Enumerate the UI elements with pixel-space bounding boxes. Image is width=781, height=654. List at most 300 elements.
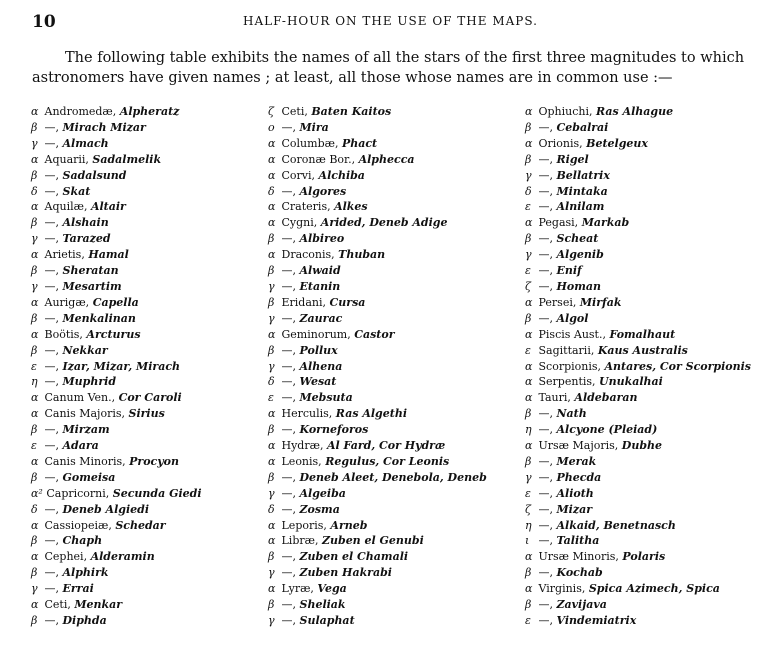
star-entry xyxy=(268,263,518,279)
page-number: 10 xyxy=(32,12,56,32)
greek-letter: β xyxy=(525,598,532,612)
greek-letter: α xyxy=(268,327,276,341)
greek-letter: α xyxy=(525,550,533,564)
constellation-name: —, xyxy=(44,423,59,437)
constellation-name: —, xyxy=(281,120,296,134)
greek-letter: γ xyxy=(268,566,275,580)
constellation-name: Canis Minoris, xyxy=(44,454,126,468)
constellation-name: Pegasi, xyxy=(538,216,579,230)
star-name: Algeiba xyxy=(299,486,346,500)
star-name: Merak xyxy=(556,454,597,468)
constellation-name: Boötis, xyxy=(44,327,83,341)
constellation-name: —, xyxy=(281,279,296,293)
star-entry xyxy=(31,152,261,168)
constellation-name: —, xyxy=(281,486,296,500)
greek-letter: α xyxy=(525,216,533,230)
constellation-name: —, xyxy=(281,343,296,357)
constellation-name: —, xyxy=(281,184,296,198)
star-entry xyxy=(31,120,261,136)
greek-letter: β xyxy=(31,311,38,325)
greek-letter: δ xyxy=(268,184,275,198)
star-name: Hamal xyxy=(88,248,129,262)
star-name: Sulaphat xyxy=(299,614,355,627)
star-name: Zuben el Genubi xyxy=(321,534,424,548)
star-name: Sadalsund xyxy=(62,168,127,182)
intro-paragraph xyxy=(32,48,751,88)
star-name: Algores xyxy=(299,184,347,198)
star-entry xyxy=(31,565,261,581)
star-entry xyxy=(525,120,775,136)
greek-letter: β xyxy=(525,454,532,468)
star-entry xyxy=(268,390,518,406)
star-entry xyxy=(525,374,775,390)
intro-text: The following table exhibits the names of all the stars of the first three magnitudes to which astronomers have given names ; at least, all those whose names are in common use :— xyxy=(32,50,745,86)
star-entry xyxy=(525,486,775,502)
star-entry xyxy=(268,613,518,629)
star-name: Thuban xyxy=(338,248,386,262)
constellation-name: —, xyxy=(281,470,296,484)
star-entry xyxy=(268,406,518,422)
greek-letter: ε xyxy=(31,359,37,373)
star-entry xyxy=(31,533,261,549)
constellation-name: —, xyxy=(538,264,553,278)
greek-letter: ε xyxy=(525,486,531,500)
star-entry xyxy=(268,374,518,390)
star-name: Scheat xyxy=(556,232,599,246)
star-name: Albireo xyxy=(299,232,345,246)
star-column-2 xyxy=(268,104,518,629)
star-entry xyxy=(525,470,775,486)
star-entry xyxy=(525,343,775,359)
greek-letter: α xyxy=(268,168,276,182)
greek-letter: γ xyxy=(268,279,275,293)
greek-letter: β xyxy=(525,407,532,421)
star-column-1 xyxy=(31,104,261,629)
star-entry xyxy=(31,311,261,327)
star-name: Mebsuta xyxy=(299,391,353,405)
star-entry xyxy=(31,470,261,486)
greek-letter: γ xyxy=(268,486,275,500)
greek-letter: β xyxy=(525,152,532,166)
constellation-name: —, xyxy=(44,582,59,596)
greek-letter: ε xyxy=(525,614,531,627)
star-entry xyxy=(31,406,261,422)
greek-letter: β xyxy=(268,423,275,437)
constellation-name: Leonis, xyxy=(281,454,322,468)
star-name: Phact xyxy=(341,136,378,150)
star-entry xyxy=(525,152,775,168)
star-name: Sheratan xyxy=(62,264,119,278)
constellation-name: —, xyxy=(44,614,59,627)
star-entry xyxy=(525,247,775,263)
greek-letter: γ xyxy=(268,359,275,373)
star-entry xyxy=(525,231,775,247)
star-name: Skat xyxy=(62,184,91,198)
constellation-name: —, xyxy=(281,566,296,580)
greek-letter: γ xyxy=(268,614,275,627)
greek-letter: γ xyxy=(525,248,532,262)
star-name: Mesartim xyxy=(62,279,122,293)
star-name: Unukalhai xyxy=(599,375,663,389)
greek-letter: β xyxy=(31,423,38,437)
constellation-name: Arietis, xyxy=(44,248,85,262)
star-name: Wesat xyxy=(299,375,337,389)
greek-letter: γ xyxy=(31,232,38,246)
constellation-name: —, xyxy=(44,136,59,150)
star-entry xyxy=(31,168,261,184)
star-name: Homan xyxy=(556,279,601,293)
greek-letter: β xyxy=(31,566,38,580)
constellation-name: Canum Ven., xyxy=(44,391,116,405)
star-entry xyxy=(525,263,775,279)
star-name: Vega xyxy=(317,582,347,596)
star-entry xyxy=(31,215,261,231)
star-name: Mizar xyxy=(556,502,593,516)
greek-letter: α xyxy=(268,582,276,596)
star-entry xyxy=(31,597,261,613)
star-name: Zuben el Chamali xyxy=(299,550,409,564)
star-entry xyxy=(268,438,518,454)
greek-letter: α xyxy=(268,152,276,166)
constellation-name: —, xyxy=(44,343,59,357)
constellation-name: —, xyxy=(44,439,59,453)
greek-letter: α xyxy=(31,152,39,166)
star-entry xyxy=(31,549,261,565)
star-name: Alhena xyxy=(299,359,343,373)
constellation-name: Ophiuchi, xyxy=(538,105,593,118)
star-entry xyxy=(525,533,775,549)
constellation-name: Serpentis, xyxy=(538,375,596,389)
star-entry xyxy=(268,231,518,247)
greek-letter: α xyxy=(31,518,39,532)
star-name: Arided, Deneb Adige xyxy=(320,216,448,230)
star-entry xyxy=(31,438,261,454)
star-entry xyxy=(268,327,518,343)
star-entry xyxy=(268,470,518,486)
star-entry xyxy=(31,263,261,279)
star-name: Mirfak xyxy=(579,295,622,309)
greek-letter: α xyxy=(525,439,533,453)
star-entry xyxy=(268,565,518,581)
constellation-name: —, xyxy=(538,423,553,437)
star-name: Antares, Cor Scorpionis xyxy=(604,359,751,373)
constellation-name: —, xyxy=(44,264,59,278)
greek-letter: ε xyxy=(525,200,531,214)
constellation-name: —, xyxy=(281,502,296,516)
star-entry xyxy=(525,422,775,438)
constellation-name: Leporis, xyxy=(281,518,327,532)
constellation-name: —, xyxy=(538,566,553,580)
greek-letter: α xyxy=(31,407,39,421)
constellation-name: —, xyxy=(538,614,553,627)
constellation-name: —, xyxy=(538,470,553,484)
star-entry xyxy=(268,199,518,215)
constellation-name: Geminorum, xyxy=(281,327,351,341)
constellation-name: Ursæ Minoris, xyxy=(538,550,619,564)
star-entry xyxy=(525,438,775,454)
star-name: Sheliak xyxy=(299,598,346,612)
star-name: Phecda xyxy=(556,470,602,484)
greek-letter: α xyxy=(525,391,533,405)
star-entry xyxy=(525,359,775,375)
greek-letter: α xyxy=(525,105,533,118)
greek-letter: β xyxy=(268,232,275,246)
greek-letter: α xyxy=(525,375,533,389)
greek-letter: γ xyxy=(31,136,38,150)
constellation-name: Scorpionis, xyxy=(538,359,602,373)
constellation-name: —, xyxy=(281,391,296,405)
star-entry xyxy=(31,136,261,152)
constellation-name: Hydræ, xyxy=(281,439,324,453)
greek-letter: α xyxy=(31,248,39,262)
star-name: Zuben Hakrabi xyxy=(299,566,392,580)
star-entry xyxy=(31,295,261,311)
star-column-3 xyxy=(525,104,775,629)
star-entry xyxy=(31,231,261,247)
star-entry xyxy=(525,406,775,422)
star-entry xyxy=(31,104,261,120)
greek-letter: β xyxy=(31,120,38,134)
greek-letter: β xyxy=(31,470,38,484)
greek-letter: ζ xyxy=(525,502,531,516)
constellation-name: Cephei, xyxy=(44,550,88,564)
star-entry xyxy=(31,327,261,343)
star-name: Nekkar xyxy=(62,343,108,357)
star-entry xyxy=(31,486,261,502)
star-name: Al Fard, Cor Hydræ xyxy=(326,439,446,453)
star-entry xyxy=(31,581,261,597)
constellation-name: Aquarii, xyxy=(44,152,89,166)
greek-letter: α xyxy=(268,136,276,150)
star-name: Mirach Mizar xyxy=(62,120,146,134)
star-name: Secunda Giedi xyxy=(112,486,202,500)
star-entry xyxy=(525,215,775,231)
star-entry xyxy=(268,184,518,200)
star-entry xyxy=(525,295,775,311)
constellation-name: Ursæ Majoris, xyxy=(538,439,619,453)
constellation-name: —, xyxy=(281,375,296,389)
constellation-name: —, xyxy=(538,502,553,516)
greek-letter: α xyxy=(268,407,276,421)
greek-letter: α² xyxy=(31,486,43,500)
constellation-name: —, xyxy=(44,232,59,246)
star-name: Cor Caroli xyxy=(118,391,182,405)
constellation-name: Ceti, xyxy=(281,105,308,118)
constellation-name: Coronæ Bor., xyxy=(281,152,356,166)
greek-letter: η xyxy=(525,423,532,437)
greek-letter: α xyxy=(268,248,276,262)
star-name: Mintaka xyxy=(556,184,608,198)
greek-letter: δ xyxy=(31,502,38,516)
star-entry xyxy=(268,168,518,184)
star-entry xyxy=(268,359,518,375)
star-name: Spica Azimech, Spica xyxy=(588,582,720,596)
constellation-name: —, xyxy=(538,311,553,325)
star-entry xyxy=(525,104,775,120)
greek-letter: β xyxy=(31,264,38,278)
star-entry xyxy=(268,422,518,438)
star-entry xyxy=(525,565,775,581)
star-entry xyxy=(268,120,518,136)
star-name: Castor xyxy=(354,327,395,341)
greek-letter: α xyxy=(268,534,276,548)
constellation-name: Draconis, xyxy=(281,248,335,262)
star-entry xyxy=(525,518,775,534)
star-entry xyxy=(268,247,518,263)
greek-letter: α xyxy=(525,136,533,150)
constellation-name: —, xyxy=(538,168,553,182)
constellation-name: —, xyxy=(281,598,296,612)
star-name: Menkar xyxy=(74,598,123,612)
constellation-name: —, xyxy=(281,264,296,278)
star-entry xyxy=(31,422,261,438)
star-name: Mira xyxy=(299,120,329,134)
constellation-name: —, xyxy=(44,359,59,373)
greek-letter: η xyxy=(525,518,532,532)
star-entry xyxy=(268,549,518,565)
greek-letter: β xyxy=(525,232,532,246)
star-name: Alkes xyxy=(334,200,368,214)
greek-letter: ι xyxy=(525,534,530,548)
star-entry xyxy=(31,279,261,295)
star-entry xyxy=(268,502,518,518)
constellation-name: —, xyxy=(538,279,553,293)
star-entry xyxy=(525,390,775,406)
constellation-name: Aurigæ, xyxy=(44,295,90,309)
constellation-name: —, xyxy=(44,470,59,484)
star-name: Almach xyxy=(62,136,109,150)
star-name: Zaurac xyxy=(299,311,343,325)
constellation-name: —, xyxy=(538,120,553,134)
star-name: Alcyone (Pleiad) xyxy=(556,423,658,437)
star-entry xyxy=(525,613,775,629)
constellation-name: —, xyxy=(538,184,553,198)
greek-letter: α xyxy=(268,454,276,468)
greek-letter: α xyxy=(525,295,533,309)
star-name: Korneforos xyxy=(299,423,369,437)
star-entry xyxy=(31,502,261,518)
star-name: Zavijava xyxy=(556,598,607,612)
star-entry xyxy=(525,199,775,215)
constellation-name: —, xyxy=(538,598,553,612)
star-name: Errai xyxy=(62,582,94,596)
star-entry xyxy=(31,184,261,200)
star-name: Alphirk xyxy=(62,566,109,580)
star-entry xyxy=(31,374,261,390)
constellation-name: Libræ, xyxy=(281,534,319,548)
greek-letter: α xyxy=(31,295,39,309)
constellation-name: Piscis Aust., xyxy=(538,327,606,341)
greek-letter: α xyxy=(31,598,39,612)
constellation-name: —, xyxy=(44,216,59,230)
constellation-name: Cassiopeiæ, xyxy=(44,518,112,532)
star-name: Diphda xyxy=(62,614,107,627)
star-name: Gomeisa xyxy=(62,470,116,484)
star-entry xyxy=(268,581,518,597)
star-name: Alwaid xyxy=(299,264,341,278)
constellation-name: Persei, xyxy=(538,295,577,309)
star-name: Alderamin xyxy=(90,550,155,564)
constellation-name: Lyræ, xyxy=(281,582,314,596)
star-name: Betelgeux xyxy=(586,136,648,150)
star-name: Nath xyxy=(556,407,587,421)
constellation-name: Corvi, xyxy=(281,168,316,182)
star-entry xyxy=(31,454,261,470)
constellation-name: Capricorni, xyxy=(46,486,110,500)
greek-letter: η xyxy=(31,375,38,389)
greek-letter: ε xyxy=(268,391,274,405)
greek-letter: β xyxy=(525,120,532,134)
star-entry xyxy=(268,343,518,359)
star-entry xyxy=(31,359,261,375)
greek-letter: ο xyxy=(268,120,275,134)
greek-letter: β xyxy=(525,566,532,580)
star-name: Markab xyxy=(581,216,630,230)
star-name: Cursa xyxy=(329,295,366,309)
star-entry xyxy=(525,311,775,327)
star-name: Dubhe xyxy=(621,439,663,453)
greek-letter: β xyxy=(268,264,275,278)
constellation-name: —, xyxy=(44,311,59,325)
star-name: Sadalmelik xyxy=(92,152,162,166)
constellation-name: —, xyxy=(538,486,553,500)
star-entry xyxy=(525,597,775,613)
star-name: Polaris xyxy=(622,550,666,564)
greek-letter: α xyxy=(268,518,276,532)
constellation-name: —, xyxy=(281,550,296,564)
star-entry xyxy=(268,454,518,470)
constellation-name: Ceti, xyxy=(44,598,71,612)
star-entry xyxy=(268,295,518,311)
greek-letter: ε xyxy=(31,439,37,453)
star-entry xyxy=(268,279,518,295)
constellation-name: Andromedæ, xyxy=(44,105,117,118)
constellation-name: —, xyxy=(44,534,59,548)
star-entry xyxy=(268,104,518,120)
greek-letter: α xyxy=(525,582,533,596)
star-name: Rigel xyxy=(556,152,589,166)
star-name: Altair xyxy=(90,200,126,214)
star-entry xyxy=(525,454,775,470)
greek-letter: γ xyxy=(525,168,532,182)
star-name: Algenib xyxy=(556,248,604,262)
star-entry xyxy=(31,247,261,263)
star-name: Deneb Aleet, Denebola, Deneb xyxy=(299,470,487,484)
star-name: Chaph xyxy=(62,534,103,548)
star-name: Ras Alhague xyxy=(596,105,674,118)
greek-letter: ζ xyxy=(268,105,274,118)
greek-letter: α xyxy=(525,359,533,373)
star-name: Algol xyxy=(556,311,589,325)
star-entry xyxy=(268,518,518,534)
greek-letter: α xyxy=(268,439,276,453)
constellation-name: Virginis, xyxy=(538,582,586,596)
constellation-name: Canis Majoris, xyxy=(44,407,125,421)
star-name: Alshain xyxy=(62,216,109,230)
constellation-name: Columbæ, xyxy=(281,136,339,150)
constellation-name: Herculis, xyxy=(281,407,333,421)
greek-letter: β xyxy=(268,343,275,357)
constellation-name: Sagittarii, xyxy=(538,343,595,357)
star-entry xyxy=(31,518,261,534)
star-name: Alioth xyxy=(556,486,594,500)
greek-letter: α xyxy=(31,550,39,564)
star-entry xyxy=(268,215,518,231)
greek-letter: α xyxy=(31,454,39,468)
star-name: Menkalinan xyxy=(62,311,136,325)
constellation-name: —, xyxy=(44,168,59,182)
constellation-name: —, xyxy=(281,359,296,373)
